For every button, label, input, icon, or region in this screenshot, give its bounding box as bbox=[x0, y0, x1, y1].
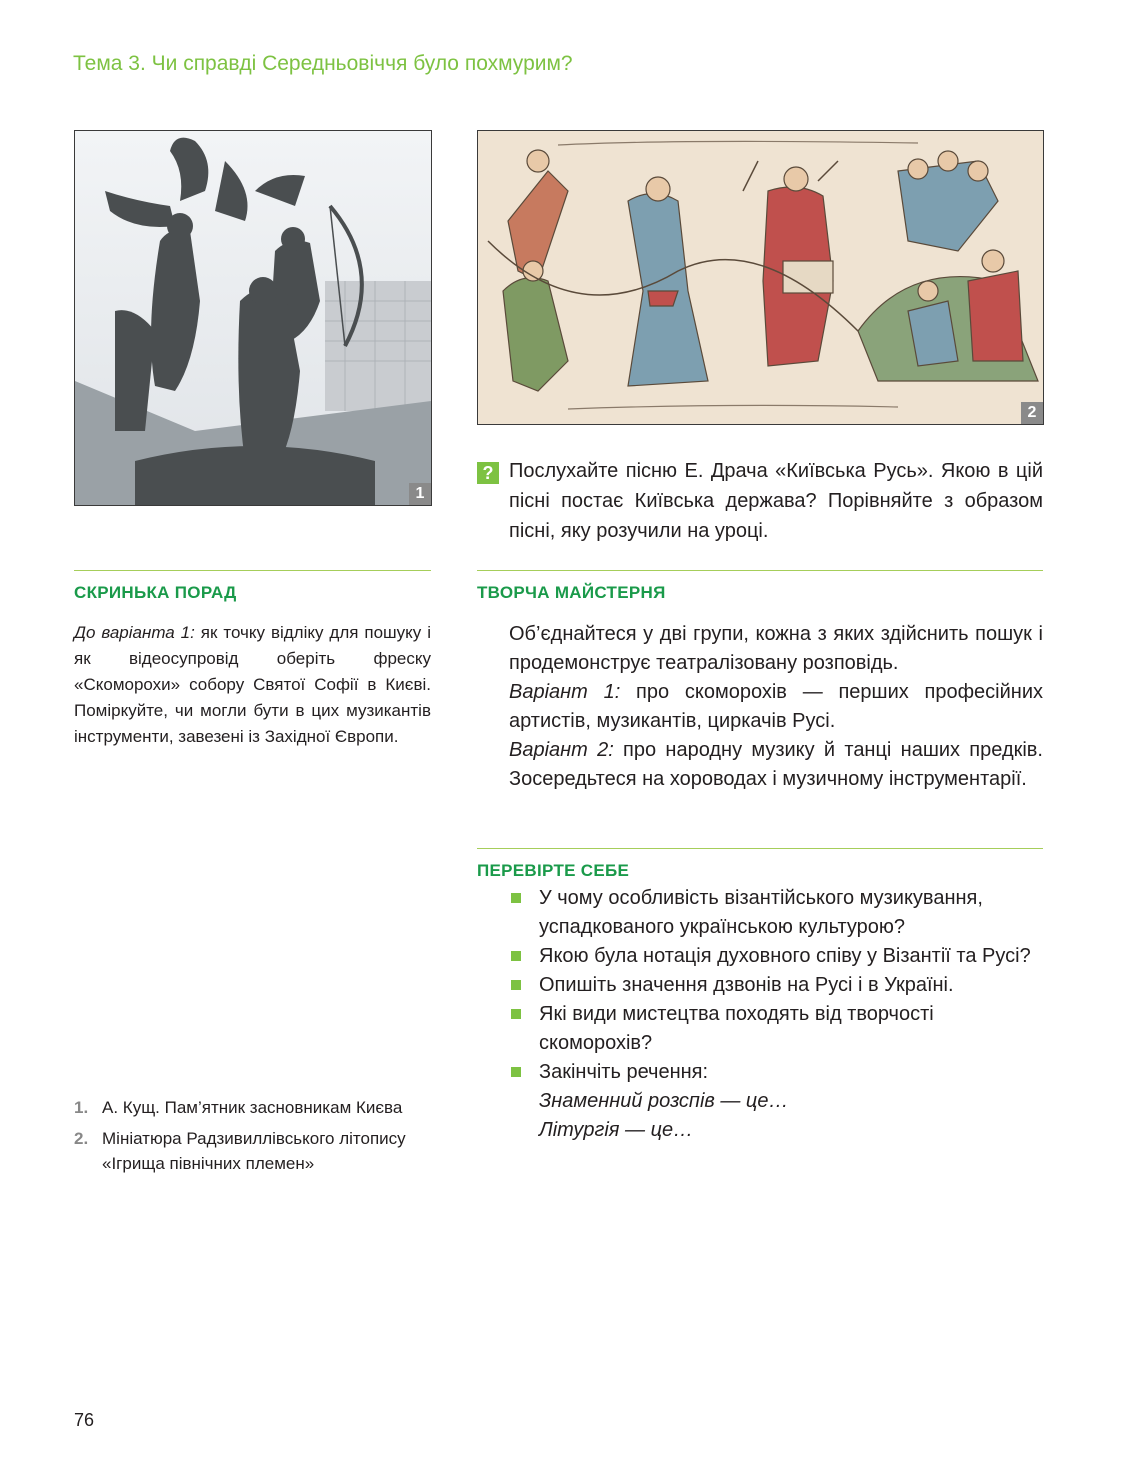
caption-item bbox=[74, 1095, 431, 1120]
variant-1-label: Варіант 1: bbox=[509, 681, 621, 703]
square-bullet-icon bbox=[511, 980, 521, 990]
section-divider bbox=[74, 570, 431, 571]
topic-title: Тема 3. Чи справді Середньовіччя було похмурим? bbox=[73, 52, 573, 75]
figure-number-badge: 1 bbox=[409, 483, 431, 505]
caption-number: 1. bbox=[74, 1098, 89, 1117]
check-question: Опишіть значення дзвонів на Русі і в Україні. bbox=[539, 974, 954, 996]
figure-number-badge: 2 bbox=[1021, 402, 1043, 424]
list-item bbox=[509, 942, 1043, 971]
section-divider bbox=[477, 570, 1043, 571]
square-bullet-icon bbox=[511, 951, 521, 961]
completion-prompt: Знаменний розспів — це… bbox=[539, 1090, 789, 1112]
list-item bbox=[509, 1058, 1043, 1145]
studio-text bbox=[509, 620, 1043, 794]
completion-prompt: Літургія — це… bbox=[539, 1119, 694, 1141]
studio-variant-2 bbox=[509, 736, 1043, 794]
figure-captions bbox=[74, 1095, 431, 1182]
self-check-heading: ПЕРЕВІРТЕ СЕБЕ bbox=[477, 861, 630, 880]
section-divider bbox=[477, 848, 1043, 849]
variant-2-label: Варіант 2: bbox=[509, 739, 614, 761]
monument-illustration bbox=[75, 131, 431, 505]
page-number: 76 bbox=[74, 1410, 95, 1430]
square-bullet-icon bbox=[511, 893, 521, 903]
question-text: Послухайте пісню Е. Драча «Київська Русь». Якою в цій пісні постає Київська держава? Порівняйте з образом пісні, яку розучили на уроці. bbox=[509, 460, 1043, 542]
square-bullet-icon bbox=[511, 1009, 521, 1019]
check-question: Якою була нотація духовного співу у Візантії та Русі? bbox=[539, 945, 1031, 967]
tips-heading: СКРИНЬКА ПОРАД bbox=[74, 583, 237, 602]
studio-heading: ТВОРЧА МАЙСТЕРНЯ bbox=[477, 583, 666, 602]
caption-text: А. Кущ. Пам’ятник засновникам Києва bbox=[102, 1098, 403, 1117]
list-item bbox=[509, 971, 1043, 1000]
studio-variant-1 bbox=[509, 678, 1043, 736]
caption-item bbox=[74, 1126, 431, 1176]
self-check-list bbox=[509, 884, 1043, 1145]
question-mark-icon: ? bbox=[477, 462, 499, 484]
studio-intro: Об’єднайтеся у дві групи, кожна з яких здійснить пошук і продемонструє театралізовану розповідь. bbox=[509, 623, 1043, 674]
caption-text: Мініатюра Радзивиллівського літопису «Ігрища північних племен» bbox=[102, 1129, 406, 1173]
check-question: Закінчіть речення: bbox=[539, 1061, 709, 1083]
square-bullet-icon bbox=[511, 1067, 521, 1077]
variant-1-text: про скоморохів — перших професійних артистів, музикантів, циркачів Русі. bbox=[509, 681, 1043, 732]
tips-lead: До варіанта 1: bbox=[74, 623, 195, 642]
figure-1-monument-photo bbox=[74, 130, 432, 506]
tips-text bbox=[74, 620, 431, 750]
list-item bbox=[509, 884, 1043, 942]
list-item bbox=[509, 1000, 1043, 1058]
figure-2-chronicle-miniature bbox=[477, 130, 1044, 425]
variant-2-text: про народну музику й танці наших предків. Зосередьтеся на хороводах і музичному інструментарії. bbox=[509, 739, 1043, 790]
check-question: У чому особливість візантійського музикування, успадкованого українською культурою? bbox=[539, 887, 983, 938]
miniature-illustration bbox=[478, 131, 1043, 424]
tips-body: як точку відліку для пошуку і як відеосупровід оберіть фреску «Скоморохи» собору Святої Софії в Києві. Поміркуйте, чи могли бути в цих музикантів інструменти, завезені із Західної Європи. bbox=[74, 623, 432, 746]
caption-number: 2. bbox=[74, 1129, 89, 1148]
check-question: Які види мистецтва походять від творчості скоморохів? bbox=[539, 1003, 934, 1054]
